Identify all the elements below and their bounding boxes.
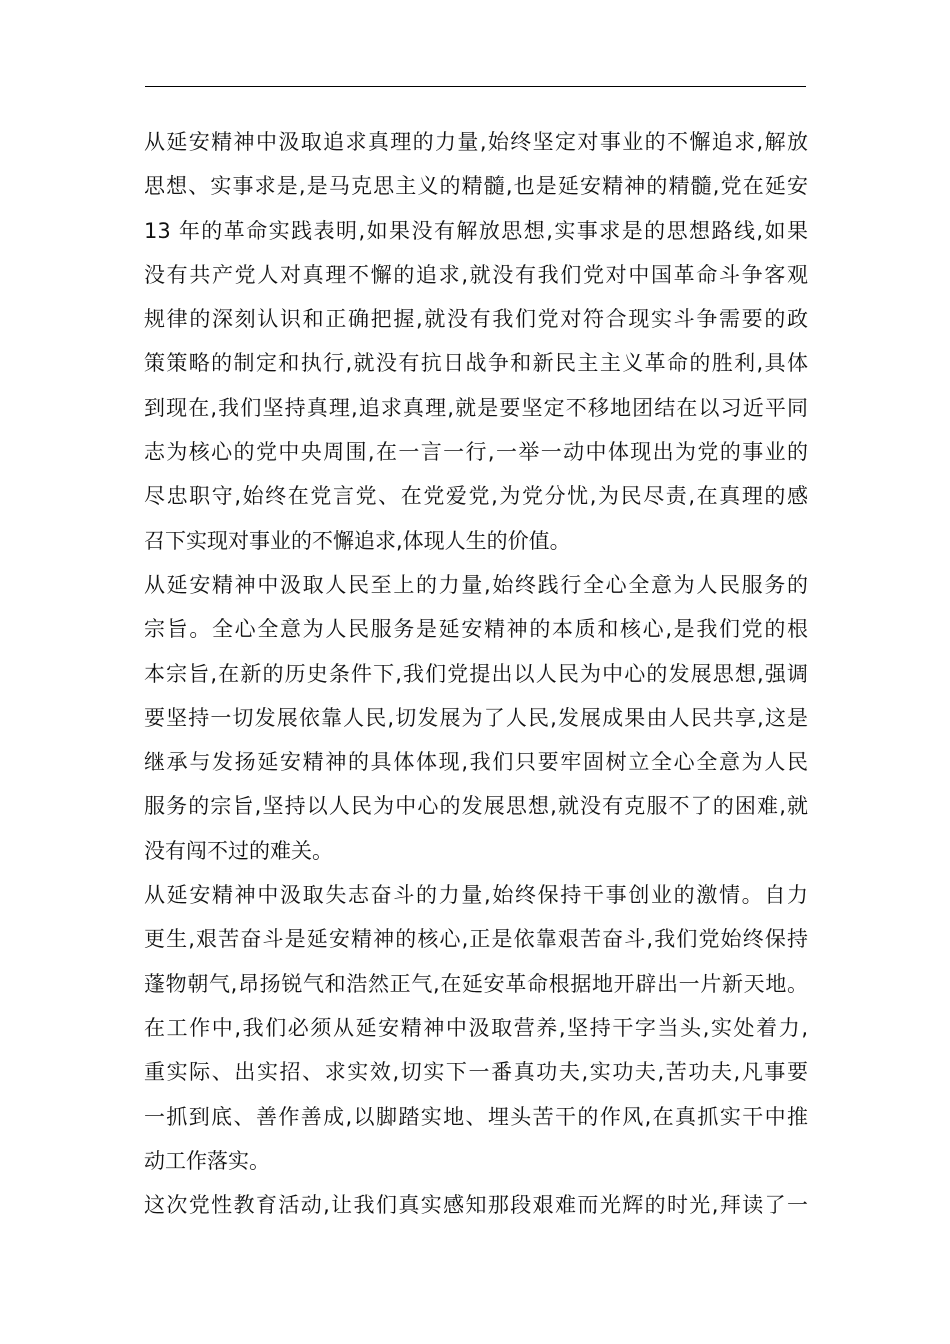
text-line: 一抓到底、善作善成,以脚踏实地、埋头苦干的作风,在真抓实干中推 [144,1104,808,1129]
text-line: 尽忠职守,始终在党言党、在党爱党,为党分忧,为民尽责,在真理的感 [144,484,808,509]
body-text [144,120,808,1227]
text-line: 没有闯不过的难关。 [144,838,333,863]
text-line: 要坚持一切发展依靠人民,切发展为了人民,发展成果由人民共享,这是 [144,705,808,730]
text-line: 在工作中,我们必须从延安精神中汲取营养,坚持干字当头,实处着力, [144,1015,808,1040]
text-line: 到现在,我们坚持真理,追求真理,就是要坚定不移地团结在以习近平同 [144,395,808,420]
header-rule [145,86,806,87]
text-line: 蓬物朝气,昂扬锐气和浩然正气,在延安革命根据地开辟出一片新天地。 [144,971,808,996]
text-line: 规律的深刻认识和正确把握,就没有我们党对符合现实斗争需要的政 [144,307,808,332]
text-line: 13 年的革命实践表明,如果没有解放思想,实事求是的思想路线,如果 [144,218,808,243]
text-line: 策策略的制定和执行,就没有抗日战争和新民主主义革命的胜利,具体 [144,351,808,376]
text-line: 从延安精神中汲取追求真理的力量,始终坚定对事业的不懈追求,解放 [144,130,808,154]
text-line: 从延安精神中汲取人民至上的力量,始终践行全心全意为人民服务的 [144,572,808,597]
text-line: 召下实现对事业的不懈追求,体现人生的价值。 [144,528,571,553]
text-line: 志为核心的党中央周围,在一言一行,一举一动中体现出为党的事业的 [144,440,808,465]
paragraph-2 [144,563,808,873]
text-line: 思想、实事求是,是马克思主义的精髓,也是延安精神的精髓,党在延安 [144,174,808,199]
text-line: 从延安精神中汲取失志奋斗的力量,始终保持干事创业的激情。自力 [144,883,808,908]
text-line: 动工作落实。 [144,1148,270,1173]
paragraph-4 [144,1183,808,1227]
text-line: 没有共产党人对真理不懈的追求,就没有我们党对中国革命斗争客观 [144,262,808,287]
text-line: 继承与发扬延安精神的具体体现,我们只要牢固树立全心全意为人民 [144,750,808,775]
text-line: 宗旨。全心全意为人民服务是延安精神的本质和核心,是我们党的根 [144,617,808,642]
text-line: 更生,艰苦奋斗是延安精神的核心,正是依靠艰苦奋斗,我们党始终保持 [144,927,808,952]
text-line: 本宗旨,在新的历史条件下,我们党提出以人民为中心的发展思想,强调 [144,661,808,686]
paragraph-3 [144,873,808,1183]
text-line: 服务的宗旨,坚持以人民为中心的发展思想,就没有克服不了的困难,就 [144,794,808,819]
text-line: 重实际、出实招、求实效,切实下一番真功夫,实功夫,苦功夫,凡事要 [144,1060,808,1085]
paragraph-1 [144,120,808,563]
text-line: 这次党性教育活动,让我们真实感知那段艰难而光辉的时光,拜读了一 [144,1193,808,1218]
